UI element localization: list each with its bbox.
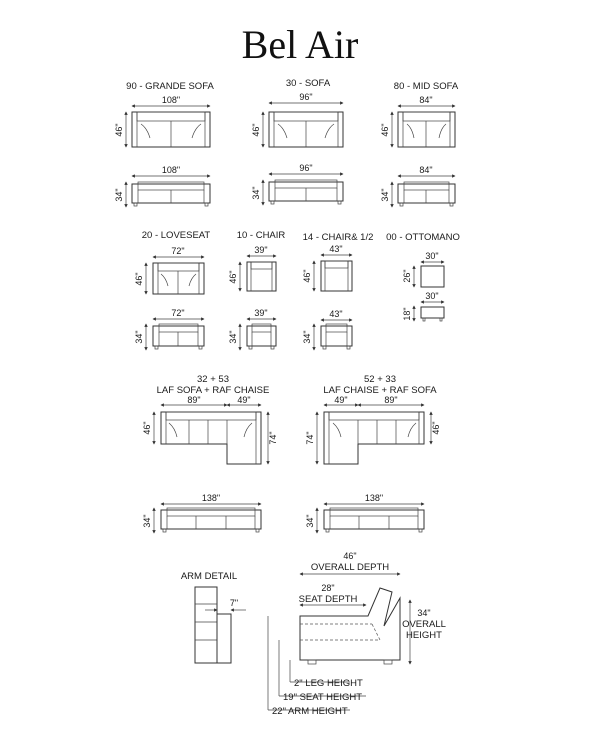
- ottoman-front-width: 30": [425, 291, 439, 301]
- sectional-right-w1: 49": [334, 395, 348, 405]
- sectional-left-top-view: [161, 412, 261, 464]
- mid-top-width: 84": [419, 95, 433, 105]
- sectional-right-d1: 74": [305, 431, 315, 445]
- sectional-right-top-view: [324, 412, 424, 464]
- sectional-left-w1: 89": [187, 395, 201, 405]
- loveseat-front-height: 34": [134, 330, 144, 344]
- overall-height-line1: OVERALL: [402, 619, 446, 630]
- ottoman-top-depth: 26": [402, 269, 412, 283]
- overall-height-line2: HEIGHT: [406, 630, 442, 641]
- chair-half-top-view: [321, 261, 352, 291]
- chair-label: 10 - CHAIR: [236, 230, 286, 241]
- chair-half-top-width: 43": [329, 244, 343, 254]
- loveseat-label: 20 - LOVESEAT: [141, 230, 211, 241]
- sectional-left-group: [142, 374, 278, 533]
- ottoman-top-view: [421, 266, 444, 287]
- chair-half-front-width: 43": [329, 309, 343, 319]
- sectional-right-front-height: 34": [305, 514, 315, 528]
- sectional-right-front-view: [324, 508, 424, 532]
- sectional-right-front-width: 138": [364, 493, 384, 503]
- sectional-left-label: LAF SOFA + RAF CHAISE: [156, 385, 270, 396]
- grande-top-width: 108": [161, 95, 181, 105]
- leg-height-label: 2" LEG HEIGHT: [294, 678, 363, 689]
- loveseat-top-view: [153, 263, 204, 294]
- sofa-top-depth: 46": [251, 123, 261, 137]
- sofa-top-view: [269, 112, 343, 147]
- overall-height-value: 34": [417, 608, 431, 618]
- arm-detail-drawing: [195, 587, 231, 663]
- chair-top-width: 39": [254, 245, 268, 255]
- sofa-label: 30 - SOFA: [285, 78, 331, 89]
- mid-top-depth: 46": [380, 123, 390, 137]
- mid-front-width: 84": [419, 165, 433, 175]
- chair-front-width: 39": [254, 308, 268, 318]
- seat-depth-label: SEAT DEPTH: [298, 594, 358, 605]
- seat-height-label: 19" SEAT HEIGHT: [283, 692, 363, 703]
- chair-top-depth: 46": [228, 270, 238, 284]
- loveseat-group: [134, 230, 210, 350]
- sectional-left-w2: 49": [237, 395, 251, 405]
- sofa-group: [251, 78, 343, 205]
- ottoman-front-height: 18": [402, 307, 412, 321]
- sectional-right-label: LAF CHAISE + RAF SOFA: [323, 385, 437, 396]
- sectional-left-front-view: [161, 508, 261, 532]
- chair-half-top-depth: 46": [302, 269, 312, 283]
- sofa-top-width: 96": [299, 92, 313, 102]
- mid-sofa-label: 80 - MID SOFA: [393, 81, 459, 92]
- sectional-right-d2: 46": [431, 421, 441, 435]
- mid-sofa-top-view: [398, 112, 455, 147]
- overall-depth-label: OVERALL DEPTH: [310, 562, 390, 573]
- grande-front-height: 34": [114, 188, 124, 202]
- sectional-left-front-width: 138": [201, 493, 221, 503]
- arm-detail-group: [181, 571, 246, 663]
- ottoman-front-view: [421, 307, 444, 321]
- sectional-right-code: 52 + 33: [364, 374, 396, 385]
- sofa-front-width: 96": [299, 163, 313, 173]
- sofa-front-height: 34": [251, 186, 261, 200]
- page-title: Bel Air: [241, 22, 359, 67]
- chair-top-view: [247, 262, 276, 291]
- ottoman-label: 00 - OTTOMANO: [386, 232, 460, 243]
- chair-half-front-height: 34": [302, 330, 312, 344]
- sectional-left-d2: 74": [268, 431, 278, 445]
- side-profile-group: [268, 551, 446, 717]
- sectional-right-group: [305, 374, 441, 533]
- chair-half-group: [302, 232, 373, 350]
- ottoman-top-width: 30": [425, 251, 439, 261]
- seat-depth-value: 28": [321, 583, 335, 593]
- grande-top-depth: 46": [114, 123, 124, 137]
- mid-front-height: 34": [380, 188, 390, 202]
- arm-height-label: 22" ARM HEIGHT: [272, 706, 348, 717]
- sectional-left-front-height: 34": [142, 514, 152, 528]
- grande-sofa-front-view: [132, 182, 210, 206]
- arm-detail-label: ARM DETAIL: [180, 571, 238, 582]
- ottoman-group: [386, 232, 460, 321]
- sofa-front-view: [269, 180, 343, 204]
- sectional-left-d1: 46": [142, 421, 152, 435]
- chair-half-label: 14 - CHAIR& 1/2: [302, 232, 374, 243]
- grande-front-width: 108": [161, 165, 181, 175]
- grande-sofa-top-view: [132, 112, 210, 147]
- chair-front-view: [247, 324, 276, 349]
- overall-depth-value: 46": [343, 551, 357, 561]
- sectional-right-w2: 89": [384, 395, 398, 405]
- chair-group: [228, 230, 285, 350]
- grande-sofa-label: 90 - GRANDE SOFA: [126, 81, 214, 92]
- chair-half-front-view: [321, 324, 352, 349]
- loveseat-top-width: 72": [171, 246, 185, 256]
- loveseat-front-width: 72": [171, 308, 185, 318]
- mid-sofa-front-view: [398, 182, 455, 206]
- mid-sofa-group: [380, 81, 459, 207]
- loveseat-top-depth: 46": [134, 272, 144, 286]
- loveseat-front-view: [153, 324, 204, 349]
- arm-detail-width: 7": [229, 598, 239, 608]
- grande-sofa-group: [114, 81, 214, 207]
- chair-front-height: 34": [228, 330, 238, 344]
- sectional-left-code: 32 + 53: [197, 374, 229, 385]
